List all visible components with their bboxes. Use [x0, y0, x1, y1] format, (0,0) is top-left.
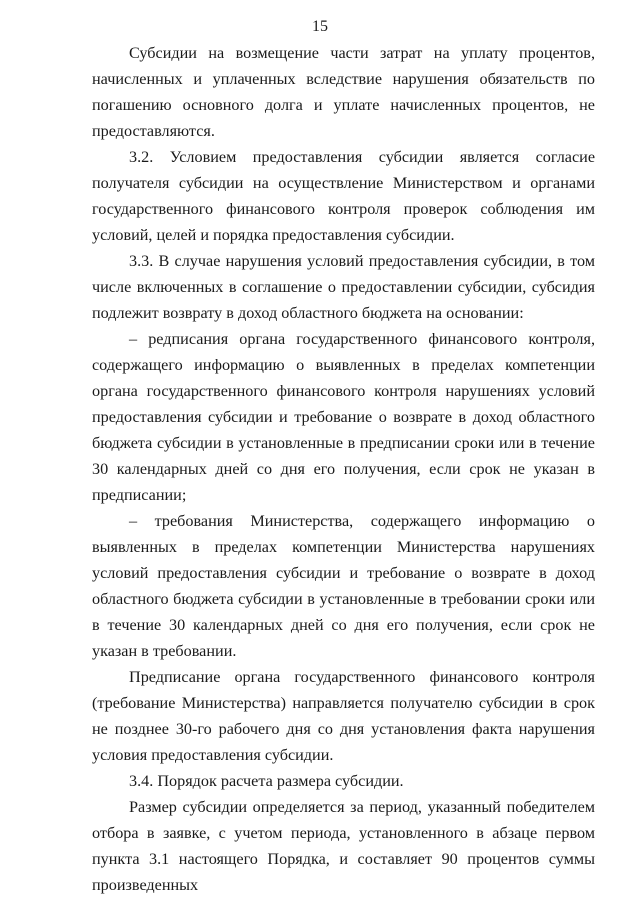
- paragraph-prescription-deadline: Предписание органа государственного финансового контроля (требование Министерства) направляется получателю субсидии в срок не позднее 30-го рабочего дня со дня установления факта нарушения условия предоставления субсидии.: [92, 668, 595, 764]
- document-body: [92, 40, 595, 898]
- list-item-prescription: – редписания органа государственного финансового контроля, содержащего информацию о выявленных в пределах компетенции органа государственного финансового контроля нарушениях условий предоставления субсидии и требование о возврате в доход областного бюджета субсидии в установленные в предписании сроки или в течение 30 календарных дней со дня его получения, если срок не указан в предписании;: [92, 330, 595, 504]
- paragraph-subsidy-interest: Субсидии на возмещение части затрат на уплату процентов, начисленных и уплаченных вследствие нарушения обязательств по погашению основного долга и уплате начисленных процентов, не предоставляются.: [92, 44, 595, 140]
- paragraph-3-3: 3.3. В случае нарушения условий предоставления субсидии, в том числе включенных в соглашение о предоставлении субсидии, субсидия подлежит возврату в доход областного бюджета на основании:: [92, 252, 595, 322]
- list-item-ministry-requirement: – требования Министерства, содержащего информацию о выявленных в пределах компетенции Министерства нарушениях условий предоставления субсидии и требование о возврате в доход областного бюджета субсидии в установленные в требовании сроки или в течение 30 календарных дней со дня его получения, если срок не указан в требовании.: [92, 512, 595, 660]
- paragraph-3-4: 3.4. Порядок расчета размера субсидии.: [129, 772, 404, 790]
- paragraph-subsidy-amount: Размер субсидии определяется за период, указанный победителем отбора в заявке, с учетом периода, установленного в абзаце первом пункта 3.1 настоящего Порядка, и составляет 90 процентов суммы произведенных: [92, 798, 595, 894]
- paragraph-3-2: 3.2. Условием предоставления субсидии является согласие получателя субсидии на осуществление Министерством и органами государственного финансового контроля проверок соблюдения им условий, целей и порядка предоставления субсидии.: [92, 148, 595, 244]
- page-number: 15: [312, 18, 328, 35]
